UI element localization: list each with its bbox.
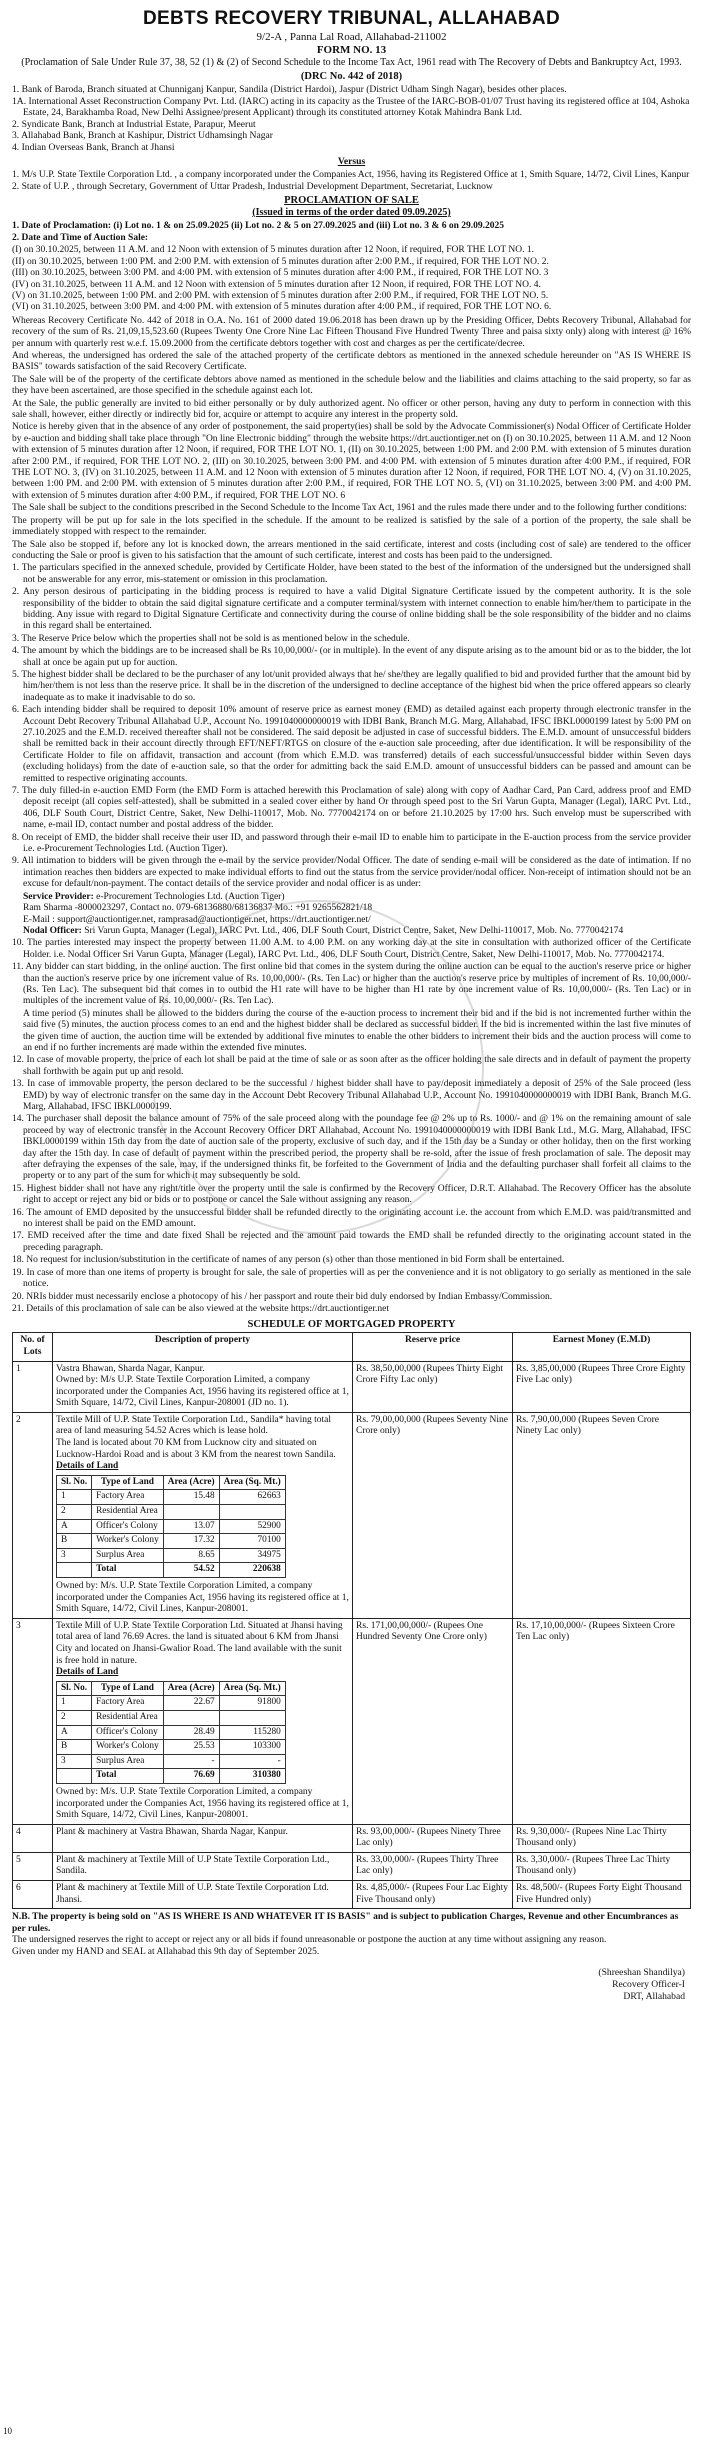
land-cell: 1 <box>57 1696 92 1711</box>
land-total-row <box>57 1563 286 1578</box>
land-cell: - <box>219 1754 285 1769</box>
table-row <box>13 1881 691 1909</box>
lot-reserve: Rs. 33,00,000/- (Rupees Thirty Three Lac only) <box>353 1852 513 1880</box>
land-row <box>57 1534 286 1549</box>
proclamation-body <box>12 316 691 563</box>
given-note: Given under my HAND and SEAL at Allahabad this 9th day of September 2025. <box>12 1947 320 1958</box>
land-cell: 310380 <box>219 1769 285 1784</box>
body-paragraph: The Sale will be of the property of the certificate debtors above named as mentioned in the schedule below and the liabilities and claims attaching to the said property, so far as they have been ascertained, are those specified in the schedule against each lot. <box>12 374 691 397</box>
land-cell: 1 <box>57 1490 92 1505</box>
lot-number: 1 <box>13 1361 53 1412</box>
condition-item: 21. Details of this proclamation of sale can be also viewed at the website https://drt.auctiontiger.net <box>12 1303 389 1314</box>
land-cell: 52900 <box>219 1519 285 1534</box>
land-cell <box>163 1710 219 1725</box>
proclamation-rule: (Proclamation of Sale Under Rule 37, 38, 52 (1) & (2) of Second Schedule to the Income Tax Act, 1961 read with The Recovery of Debts and Bankruptcy Act, 1993. <box>21 57 682 68</box>
service-provider-email: E-Mail : support@auctiontiger.net, ramprasad@auctiontiger.net, https://drt.auctiontiger.net/ <box>23 914 371 925</box>
applicants-list <box>12 84 691 219</box>
service-provider <box>23 892 691 903</box>
condition-item: 2. Any person desirous of participating in the bidding process is required to have a valid Digital Signature Certificate issued by the competent authority. It is the sole responsibility of the bidder to obtain the said digital signature certificate and a computer terminal/system with internet connection to enable him/her/them to participate in the bidding. Any issue with regard to Digital Signature Certificate and connectivity during the course of online bidding shall be the sole responsibility of the bidder and no claims in this regard shall be entertained. <box>12 587 691 632</box>
signature-block <box>12 1967 691 2003</box>
condition-item: 5. The highest bidder shall be declared to be the purchaser of any lot/unit provided always that he/ she/they are legally qualified to bid and provided further that the amount bid by him/her/them is not less than the reserve price. It shall be in the discretion of the undersigned to decline acceptance of the highest bid when the price offered appears so clearly inadequate as to make it inadvisable to do so. <box>12 669 691 703</box>
defendant-item: 1. M/s U.P. State Textile Corporation Ltd. , a company incorporated under the Companies Act, 1956, having its Registered Office at 1, Smith Square, 14/72, Civil Lines, Kanpur <box>12 169 690 181</box>
land-row <box>57 1696 286 1711</box>
schedule-title: SCHEDULE OF MORTGAGED PROPERTY <box>247 1319 456 1331</box>
lot-number: 4 <box>13 1824 53 1852</box>
land-cell: B <box>57 1740 92 1755</box>
lot-description-text: Textile Mill of U.P. State Textile Corporation Ltd., Sandila* having total area of land measuring 54.52 Acres which is lease hold. <box>56 1414 332 1437</box>
land-cell: A <box>57 1725 92 1740</box>
land-cell: Worker's Colony <box>92 1534 164 1549</box>
condition-item: A time period (5) minutes shall be allowed to the bidders during the course of the e-auction process to increment their bid and if the bid is not incremented further within the said five (5) minutes, the auction process comes to an end and the highest bidder shall be declared as successful bidder. If the bid is incremented within the last five minutes of the given time of auction, the auction time will be extended by additional five minutes to enable the other bidders to increment their bids and the auction process will come to an end if no further increments are made within the extended five minutes. <box>23 1008 691 1053</box>
form-number: FORM NO. 13 <box>316 44 387 56</box>
condition-item: 14. The purchaser shall deposit the balance amount of 75% of the sale proceed along with the poundage fee @ 2% up to Rs. 1000/- and @ 1% on the remaining amount of sale proceed by way of electronic transfer in the Account Recovery Officer DRT Allahabad, Account No. 1991040000000019 with IDBI Bank Ltd., M.G. Marg, Allahabad, IFSC IBKL0000199 within 15th day from the date of auction sale of the property, exclusive of such day, and if the 15th day be a Sunday or other holiday, then on the first working day after the 15th day. In case of default of payment within the prescribed period, the property shall be re-sold, after the issue of fresh proclamation of sale. The deposit may after defraying the expenses of the sale, may, if the undersigned thinks fit, be forfeited to the Government of India and the defaulting purchaser shall forfeit all claims to the property or to any part of the sum for which it may subsequently be sold. <box>12 1114 691 1182</box>
service-provider-contact: Ram Sharma -8000023297, Contact no. 079-68136880/68136837 Mo.: +91 9265562821/18 <box>23 903 373 914</box>
col-header-description: Description of property <box>53 1333 353 1361</box>
body-paragraph: The Sale also be stopped if, before any lot is knocked down, the arrears mentioned in the said certificate, interest and costs (including cost of sale) are tendered to the officer conducting the Sale or proof is given to his satisfaction that the amount of such certificate, interest and costs has been paid to the undersigned. <box>12 539 691 561</box>
land-cell: 220638 <box>219 1563 285 1578</box>
land-row <box>57 1519 286 1534</box>
condition-item: 19. In case of more than one items of property is brought for sale, the sale of properties will as per the convenience and it is not obligatory to go serially as mentioned in the sale notice. <box>12 1267 691 1290</box>
condition-item: 7. The duly filled-in e-auction EMD Form (the EMD Form is attached herewith this Proclamation of sale) along with copy of Aadhar Card, Pan Card, address proof and EMD deposit receipt (all copies self-attested), shall be submitted in a sealed cover either by hand Or through speed post to the Sri Varun Gupta, Manager (Legal), IARC Pvt. Ltd., 406, DLF South Court, District Centre, Saket, New Delhi-110017, Mob. No. 7770042174 on or before 21.10.2025 by 17:00 hrs. Such envelop must be superscribed with name, e-mail ID, contact number and postal address of the bidder. <box>12 786 691 831</box>
lot-description <box>53 1618 353 1824</box>
page-title: DEBTS RECOVERY TRIBUNAL, ALLAHABAD <box>143 8 560 29</box>
land-row <box>57 1740 286 1755</box>
applicant-item: 1. Bank of Baroda, Branch situated at Chunniganj Kanpur, Sandila (District Hardoi), Jaspur (District Udham Singh Nagar), besides other places. <box>12 84 567 95</box>
condition-item: 11. Any bidder can start bidding, in the online auction. The first online bid that comes in the system during the online auction can be equal to the auction's reserve price or higher than the auction's reserve price by one increment value of Rs. 10,00,000/- (Rs. Ten Lac) or higher than the auction's reserve price by multiples of increment of Rs. 10,00,000/- (Rs. Ten Lac). The subsequent bid that comes in to outbid the H1 rate will have to be higher than H1 rate by one increment value of Rs. 10,00,000/- (Rs. Ten Lac) or in multiples of the increment value of Rs. 10,00,000/- (Rs. Ten Lac). <box>12 962 691 1007</box>
condition-item: 10. The parties interested may inspect the property between 11.00 A.M. to 4.00 P.M. on any working day at the site in consultation with authorized officer of the Certificate Holder. i.e. Nodal Officer Sri Varun Gupta, Manager (Legal), IARC Pvt. Ltd., 406, DLF South Court, District Centre, Saket, New Delhi-110017, Mob. No. 7770042174. <box>12 938 691 960</box>
land-cell: Factory Area <box>92 1490 164 1505</box>
lot-number: 2 <box>13 1412 53 1618</box>
header <box>12 8 691 82</box>
lot-emd: Rs. 17,10,00,000/- (Rupees Sixteen Crore Ten Lac only) <box>513 1618 691 1824</box>
schedule-table <box>12 1332 691 1909</box>
land-cell: Total <box>92 1563 164 1578</box>
land-cell: 70100 <box>219 1534 285 1549</box>
drc-number: (DRC No. 442 of 2018) <box>300 71 403 82</box>
lot-reserve: Rs. 38,50,00,000 (Rupees Thirty Eight Crore Fifty Lac only) <box>353 1361 513 1412</box>
auction-lot-date: (VI) on 31.10.2025, between 3:00 PM. and 4:00 PM. with extension of 5 minutes duration after 4:00 P.M., if required, FOR THE LOT NO. 6. <box>12 302 552 313</box>
date-of-proclamation: 1. Date of Proclamation: (i) Lot no. 1 & on 25.09.2025 (ii) Lot no. 2 & 5 on 27.09.2025 and (iii) Lot no. 3 & 6 on 29.09.2025 <box>12 220 504 231</box>
lot-emd: Rs. 9,30,000/- (Rupees Nine Lac Thirty Thousand only) <box>513 1824 691 1852</box>
auction-lot-date: (V) on 31.10.2025, between 1:00 PM. and 2:00 PM. with extension of 5 minutes duration after 2:00 P.M., if required, FOR THE LOT NO. 5. <box>12 290 549 301</box>
lot-reserve: Rs. 4,85,000/- (Rupees Four Lac Eighty Five Thousand only) <box>353 1881 513 1909</box>
land-cell: A <box>57 1519 92 1534</box>
land-cell: Worker's Colony <box>92 1740 164 1755</box>
land-cell: 3 <box>57 1754 92 1769</box>
land-cell: Surplus Area <box>92 1754 164 1769</box>
lot-number: 5 <box>13 1852 53 1880</box>
versus-label: Versus <box>337 155 366 167</box>
land-cell: 76.69 <box>163 1769 219 1784</box>
proclamation-issued: (Issued in terms of the order dated 09.09.2025) <box>252 206 451 218</box>
land-col-header: Area (Acre) <box>163 1681 219 1696</box>
table-row <box>13 1412 691 1618</box>
land-cell: Factory Area <box>92 1696 164 1711</box>
land-col-header: Sl. No. <box>57 1681 92 1696</box>
lot-reserve: Rs. 93,00,000/- (Rupees Ninety Three Lac only) <box>353 1824 513 1852</box>
land-cell: 103300 <box>219 1740 285 1755</box>
page-marker: 10 <box>3 2426 12 2436</box>
land-table <box>56 1475 286 1578</box>
land-cell: Officer's Colony <box>92 1519 164 1534</box>
service-provider-value: e-Procurement Technologies Ltd. (Auction Tiger) <box>96 891 285 902</box>
condition-item: 4. The amount by which the biddings are to be increased shall be Rs 10,00,000/- (or in multiple). In the event of any dispute arising as to the amount bid or as to the bidder, the lot shall at once be again put up for auction. <box>12 646 691 668</box>
table-row <box>13 1361 691 1412</box>
land-cell: Residential Area <box>92 1505 164 1520</box>
land-cell: 91800 <box>219 1696 285 1711</box>
lot-description <box>53 1412 353 1618</box>
auction-lot-date: (III) on 30.10.2025, between 3:00 PM. and 4:00 PM. with extension of 5 minutes duration after 4:00 P.M., if required, FOR THE LOT NO. 3 <box>12 268 549 279</box>
table-row <box>13 1824 691 1852</box>
sale-dates <box>12 221 691 314</box>
auction-lot-date: (I) on 30.10.2025, between 11 A.M. and 12 Noon with extension of 5 minutes duration after 12 Noon, if required, FOR THE LOT NO. 1. <box>12 245 534 256</box>
land-cell <box>57 1563 92 1578</box>
land-cell: - <box>163 1754 219 1769</box>
col-header-reserve: Reserve price <box>353 1333 513 1361</box>
land-cell: 54.52 <box>163 1563 219 1578</box>
land-cell: 3 <box>57 1548 92 1563</box>
applicant-item: 2. Syndicate Bank, Branch at Industrial Estate, Parapur, Meerut <box>12 118 256 130</box>
land-col-header: Sl. No. <box>57 1475 92 1490</box>
auction-dates-heading: 2. Date and Time of Auction Sale: <box>12 232 149 243</box>
land-details-label: Details of Land <box>56 1461 119 1472</box>
land-cell: 2 <box>57 1710 92 1725</box>
land-row <box>57 1725 286 1740</box>
body-paragraph: And whereas, the undersigned has ordered the sale of the attached property of the certificate debtors as mentioned in the annexed schedule hereunder on "AS IS WHERE IS BASIS" towards satisfaction of the said Recovery Certificate. <box>12 351 691 373</box>
lot-emd: Rs. 3,30,000/- (Rupees Three Lac Thirty Thousand only) <box>513 1852 691 1880</box>
land-cell: 8.65 <box>163 1548 219 1563</box>
lot-number: 6 <box>13 1881 53 1909</box>
land-cell: 62663 <box>219 1490 285 1505</box>
condition-item: 8. On receipt of EMD, the bidder shall receive their user ID, and password through their e-mail ID to enable him to participate in the E-auction process from the service provider i.e. e-Procurement Technologies Ltd. (Auction Tiger). <box>12 832 691 855</box>
nodal-officer-value: Sri Varun Gupta, Manager (Legal), IARC Pvt. Ltd., 406, DLF South Court, District Centre, Saket, New Delhi-110017, Mob. No. 7770042174 <box>84 925 624 936</box>
land-col-header: Area (Sq. Mt.) <box>219 1681 285 1696</box>
proclamation-heading: PROCLAMATION OF SALE <box>284 195 419 207</box>
condition-item: 16. The amount of EMD deposited by the unsuccessful bidder shall be refunded directly to the originating account i.e. the account from which E.M.D. was paid/transmitted and no interest shall be paid on the EMD amount. <box>12 1207 691 1230</box>
col-header-emd: Earnest Money (E.M.D) <box>513 1333 691 1361</box>
land-cell: Officer's Colony <box>92 1725 164 1740</box>
land-cell: 28.49 <box>163 1725 219 1740</box>
land-col-header: Type of Land <box>92 1475 164 1490</box>
land-cell: 15.48 <box>163 1490 219 1505</box>
land-details-label: Details of Land <box>56 1667 119 1678</box>
lot-description-text: The land is located about 70 KM from Lucknow city and situated on Lucknow-Hardoi Road and is about 3 KM from the nearest town Sandila. <box>56 1438 336 1460</box>
condition-item: 9. All intimation to bidders will be given through the e-mail by the service provider/Nodal Officer. The date of sending e-mail will be considered as the date of intimation. If no intimation reaches then bidders are expected to make individual efforts to find out the status from the service provider/nodal officer. Non-receipt of intimation should not be an excuse for default/non-payment. The contact details of the service provider and nodal officer is as under: <box>12 856 691 890</box>
body-paragraph: The Sale shall be subject to the conditions prescribed in the Second Schedule to the Income Tax Act, 1961 and the rules made there under and to the following further conditions: <box>12 503 687 514</box>
land-total-row <box>57 1769 286 1784</box>
lot-owner: Owned by: M/s. U.P. State Textile Corporation Limited, a company incorporated under the Companies Act, 1956 having its registered office at 1, Smith Square, 14/72, Civil Lines, Kanpur-208001. <box>56 1581 349 1615</box>
land-cell <box>163 1505 219 1520</box>
land-cell: Residential Area <box>92 1710 164 1725</box>
condition-item: 15. Highest bidder shall not have any right/title over the property until the sale is confirmed by the Recovery Officer, D.R.T. Allahabad. The Recovery Officer has the absolute right to accept or reject any bid or bids or to postpone or cancel the Sale without assigning any reason. <box>12 1183 691 1206</box>
condition-item: 18. No request for inclusion/substitution in the certificate of names of any person (s) other than those mentioned in bid Form shall be entertained. <box>12 1255 565 1266</box>
land-col-header: Area (Acre) <box>163 1475 219 1490</box>
lot-emd: Rs. 3,85,00,000 (Rupees Three Crore Eighty Five Lac only) <box>513 1361 691 1412</box>
land-table <box>56 1681 286 1784</box>
condition-item: 13. In case of immovable property, the person declared to be the successful / highest bidder shall have to pay/deposit immediately a deposit of 25% of the Sale proceed (less EMD) by way of electronic transfer on the same day in the Account Debt Recovery Tribunal Allahabad U.P., Account No. 1991040000000019 with IDBI Bank, Branch M.G. Marg, Allahabad, IFSC IBKL0000199. <box>12 1079 691 1112</box>
body-paragraph: Whereas Recovery Certificate No. 442 of 2018 in O.A. No. 161 of 2000 dated 19.06.2018 has been drawn up by the Presiding Officer, Debts Recovery Tribunal, Allahabad for recovery of the sum of Rs. 21,09,15,523.60 (Rupees Twenty One Crore Nine Lac Fifteen Thousand Five Hundred Twenty Three and paisa sixty only) along with interest @ 16% per annum with quarterly rest w.e.f. 15.09.2000 from the certificate debtors together with cost and charges as per the certificate/decree. <box>12 315 691 349</box>
nodal-officer-label: Nodal Officer: <box>23 925 82 936</box>
land-cell: Total <box>92 1769 164 1784</box>
land-row <box>57 1505 286 1520</box>
nb-note: N.B. The property is being sold on "AS IS WHERE IS AND WHATEVER IT IS BASIS" and is subject to publication Charges, Revenue and other Encumbrances as per rules. <box>12 1912 679 1934</box>
land-cell <box>57 1769 92 1784</box>
lot-description-text: Vastra Bhawan, Sharda Nagar, Kanpur. <box>56 1363 205 1374</box>
rights-note: The undersigned reserves the right to accept or reject any or all bids if found unreasonable or postpone the auction at any time without assigning any reason. <box>12 1935 607 1946</box>
auction-lot-date: (IV) on 31.10.2025, between 11 A.M. and 12 Noon with extension of 5 minutes duration after 12 Noon, if required, FOR THE LOT NO. 4. <box>12 279 541 290</box>
applicant-item: 3. Allahabad Bank, Branch at Kashipur, District Udhamsingh Nagar <box>12 130 273 142</box>
land-cell: 2 <box>57 1505 92 1520</box>
auction-lot-date: (II) on 30.10.2025, between 1:00 PM. and 2:00 P.M. with extension of 5 minutes duration after 2:00 P.M., if required, FOR THE LOT NO. 2. <box>12 256 549 267</box>
condition-item: 17. EMD received after the time and date fixed Shall be rejected and the amount paid towards the EMD shall be refunded directly to the originating account stated in the preceding paragraph. <box>12 1231 691 1253</box>
service-provider-label: Service Provider: <box>23 891 94 902</box>
lot-description <box>53 1361 353 1412</box>
land-cell: 25.53 <box>163 1740 219 1755</box>
lot-emd: Rs. 48,500/- (Rupees Forty Eight Thousand Five Hundred only) <box>513 1881 691 1909</box>
signatory-place: DRT, Allahabad <box>623 1990 685 2002</box>
condition-item: 12. In case of movable property, the price of each lot shall be paid at the time of sale or as soon after as the officer holding the sale directs and in default of payment the property shall forthwith be again put up and resold. <box>12 1055 691 1077</box>
conditions-list <box>12 563 691 1315</box>
applicant-item: 4. Indian Overseas Bank, Branch at Jhansi <box>12 141 175 153</box>
schedule-header-row <box>13 1333 691 1361</box>
nodal-officer <box>23 926 691 937</box>
lot-description: Plant & machinery at Textile Mill of U.P State Textile Corporation Ltd., Sandila. <box>53 1852 353 1880</box>
land-cell: Surplus Area <box>92 1548 164 1563</box>
col-header-lots: No. of Lots <box>13 1333 53 1361</box>
land-cell: 17.32 <box>163 1534 219 1549</box>
condition-item: 20. NRIs bidder must necessarily enclose a photocopy of his / her passport and route their bid duly endorsed by Indian Embassy/Commission. <box>12 1291 553 1302</box>
table-row <box>13 1852 691 1880</box>
land-row <box>57 1490 286 1505</box>
defendant-item: 2. State of U.P. , through Secretary, Government of Uttar Pradesh, Industrial Development Department, Secretariat, Lucknow <box>12 180 493 192</box>
applicant-item: 1A. International Asset Reconstruction Company Pvt. Ltd. (IARC) acting in its capacity as the Trustee of the IARC-BOB-01/07 Trust having its registered office at 104, Ashoka Estate, 24, Barakhamba Road, New Delhi Assignee/present Applicant) through its constituted attorney Kotak Mahindra Bank Ltd. <box>12 95 690 119</box>
table-row <box>13 1618 691 1824</box>
lot-description: Plant & machinery at Vastra Bhawan, Sharda Nagar, Kanpur. <box>53 1824 353 1852</box>
land-cell: 34975 <box>219 1548 285 1563</box>
lot-emd: Rs. 7,90,00,000 (Rupees Seven Crore Ninety Lac only) <box>513 1412 691 1618</box>
tribunal-address: 9/2-A , Panna Lal Road, Allahabad-211002 <box>256 31 447 43</box>
lot-owner: Owned by: M/s U.P. State Textile Corporation Limited, a company incorporated under the Companies Act, 1956 having its registered office at 1, Smith Square, 14/72, Civil Lines, Kanpur-208001 (JD no. 1). <box>56 1375 349 1409</box>
lot-description: Plant & machinery at Textile Mill of U.P. State Textile Corporation Ltd. Jhansi. <box>53 1881 353 1909</box>
land-row <box>57 1754 286 1769</box>
land-cell <box>219 1710 285 1725</box>
signatory-title: Recovery Officer-I <box>612 1978 685 1990</box>
land-col-header: Type of Land <box>92 1681 164 1696</box>
condition-item: 6. Each intending bidder shall be required to deposit 10% amount of reserve price as earnest money (EMD) as detailed against each property through electronic transfer in the Account Debt Recovery Tribunal Allahabad U.P., Account No. 1991040000000019 with IDBI Bank, Branch M.G. Marg, Allahabad, IFSC IBKL0000199 latest by 5:00 PM on 27.10.2025 and the E.M.D. received thereafter shall not be considered. The said deposit be adjusted in case of successful bidders. The E.M.D. amount of unsuccessful bidders shall be remitted back in their account directly through EFT/NEFT/RTGS on closure of the e-auction sale proceeding, after due identification. It will be responsibility of the Certificate Holder to file on affidavit, transaction and account (from which E.M.D. was transferred) details of each successful/unsuccessful bidder within Seven days (excluding holidays) from the date of e-auction sale, so that the order for admitting back the said E.M.D. amount of unsuccessful bidders can be passed and amount can be remitted to respective originating accounts. <box>12 705 691 784</box>
signatory-name: (Shreeshan Shandilya) <box>598 1966 685 1978</box>
land-col-header: Area (Sq. Mt.) <box>219 1475 285 1490</box>
body-paragraph: Notice is hereby given that in the absence of any order of postponement, the said property(ies) shall be sold by the Advocate Commissioner(s) Nodal Officer of Certificate Holder by e-auction and bidding shall take place through "On line Electronic bidding" through the website https://drt.auctiontiger.net on (I) on 30.10.2025, between 11 A.M. and 12 Noon with extension of 5 minutes duration after 12 Noon, if required, FOR THE LOT NO. 1, (II) on 30.10.2025, between 1:00 PM. and 2:00 P.M. with extension of 5 minutes duration after 2:00 P.M., if required, FOR THE LOT NO. 2, (III) on 30.10.2025, between 3:00 PM. and 4:00 PM. with extension of 5 minutes duration after 4:00 P.M., if required, FOR THE LOT NO. 3, (IV) on 31.10.2025, between 11 A.M. and 12 Noon with extension of 5 minutes duration after 12 Noon, if required, FOR THE LOT NO. 4, (V) on 31.10.2025, between 1:00 PM. and 2:00 PM. with extension of 5 minutes duration after 2:00 P.M., if required, FOR THE LOT NO. 5, (VI) on 31.10.2025, between 3:00 PM. and 4:00 PM. with extension of 5 minutes duration after 4:00 P.M., if required, FOR THE LOT NO. 6 <box>12 422 691 501</box>
lot-reserve: Rs. 171,00,00,000/- (Rupees One Hundred Seventy One Crore only) <box>353 1618 513 1824</box>
land-cell: 115280 <box>219 1725 285 1740</box>
lot-number: 3 <box>13 1618 53 1824</box>
land-cell <box>219 1505 285 1520</box>
condition-item: 1. The particulars specified in the annexed schedule, provided by Certificate Holder, have been stated to the best of the information of the undersigned but the undersigned shall not be answerable for any error, mis-statement or omission in this proclamation. <box>12 563 691 585</box>
land-row <box>57 1710 286 1725</box>
lot-description-text: Textile Mill of U.P. State Textile Corporation Ltd. Situated at Jhansi having total area of land 76.69 Acres. the land is situated about 6 KM from Jhansi City and located on Jhansi-Gwalior Road. The land available with the sunit is free hold in nature. <box>56 1620 343 1666</box>
body-paragraph: The property will be put up for sale in the lots specified in the schedule. If the amount to be realized is satisfied by the sale of a portion of the property, the sale shall be immediately stopped with respect to the remainder. <box>12 515 691 538</box>
lot-reserve: Rs. 79,00,00,000 (Rupees Seventy Nine Crore only) <box>353 1412 513 1618</box>
body-paragraph: At the Sale, the public generally are invited to bid either personally or by duly authorized agent. No officer or other person, having any duty to perform in connection with this sale shall, however, either directly or indirectly bid for, acquire or attempt to acquire any interest in the property sold. <box>12 398 691 421</box>
lot-owner: Owned by: M/s. U.P. State Textile Corporation Limited, a company incorporated under the Companies Act, 1956 having its registered office at 1, Smith Square, 14/72, Civil Lines, Kanpur-208001. <box>56 1786 349 1821</box>
land-cell: 22.67 <box>163 1696 219 1711</box>
condition-item: 3. The Reserve Price below which the properties shall not be sold is as mentioned below in the schedule. <box>12 633 410 644</box>
land-cell: 13.07 <box>163 1519 219 1534</box>
land-cell: B <box>57 1534 92 1549</box>
footer-notes <box>12 1912 691 1958</box>
land-row <box>57 1548 286 1563</box>
